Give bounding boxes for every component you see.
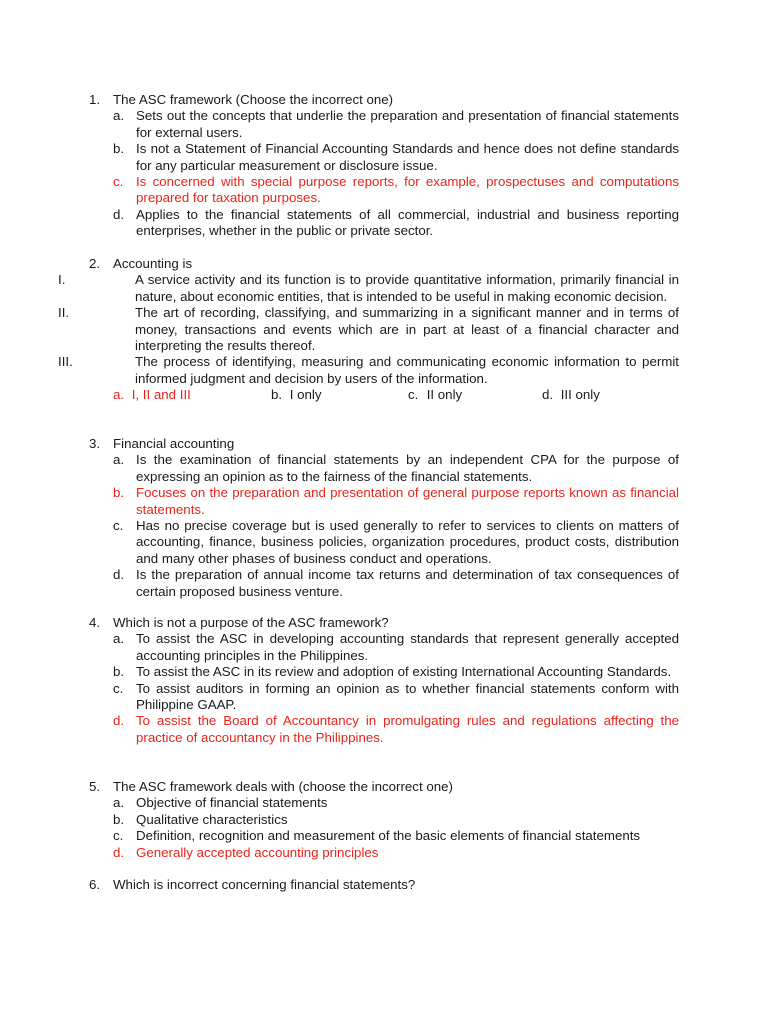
statement-label: II. [58,305,70,321]
option-text: To assist the ASC in developing accounting standards that represent generally accepted accounting principles in the Philippines. [136,631,679,663]
option-b [89,664,679,680]
option-text: Focuses on the preparation and presentation of general purpose reports known as financial statements. [136,485,679,517]
option-text: Has no precise coverage but is used generally to refer to services to clients on matters of accounting, finance, business policies, organization procedures, product costs, distribution and many other phases of business conduct and operations. [136,518,679,566]
option-c-highlighted [89,174,679,207]
option-text: III only [560,387,600,403]
question-number: 5. [89,779,101,794]
question-1 [89,92,679,240]
option-text: Applies to the financial statements of all commercial, industrial and business reporting enterprises, whether in the public or private sector. [136,206,679,239]
question-text: Financial accounting [113,436,235,451]
option-text: To assist the ASC in its review and adoption of existing International Accounting Standards. [136,664,672,680]
option-letter: b. [113,811,125,827]
option-c [89,681,679,714]
option-text: Objective of financial statements [136,795,328,811]
option-a [89,452,679,485]
option-text: Is not a Statement of Financial Accounting Standards and hence does not define standards for any particular measurement or disclosure issue. [136,141,679,173]
option-letter: a. [113,108,125,124]
option-letter: d. [113,713,125,729]
option-text: I, II and III [131,387,191,403]
option-letter: d. [113,206,125,222]
question-text: Which is not a purpose of the ASC framework? [113,615,389,630]
option-text: I only [289,387,322,403]
question-text: Accounting is [113,256,193,271]
statement-i [58,272,679,305]
option-letter: a. [113,795,125,811]
statement-label: III. [58,354,73,370]
option-c [408,387,462,403]
question-text: Which is incorrect concerning financial statements? [113,877,416,892]
statement-iii [58,354,679,387]
option-text: Is concerned with special purpose reports, for example, prospectuses and computations prepared for taxation purposes. [136,174,679,206]
question-stem [89,436,679,452]
option-b [89,141,679,174]
option-letter: d. [542,387,554,403]
question-number: 6. [89,877,101,892]
option-letter: d. [113,567,125,583]
statement-text: The art of recording, classifying, and summarizing in a significant manner and in terms of money, transactions and events which are in part at least of a financial character and interpreting the results thereof. [135,305,679,354]
question-2 [58,256,679,404]
option-letter: a. [113,452,125,468]
option-b [89,812,679,828]
option-letter: b. [113,485,125,501]
question-number: 1. [89,92,101,107]
option-d [542,387,600,403]
statement-ii [58,305,679,354]
option-text: Definition, recognition and measurement of the basic elements of financial statements [136,828,641,844]
question-stem [89,92,679,108]
option-letter: b. [113,141,125,157]
option-text: Generally accepted accounting principles [136,844,379,860]
option-letter: c. [113,828,124,844]
question-3 [89,436,679,600]
option-letter: a. [113,631,125,647]
question-number: 3. [89,436,101,451]
option-letter: a. [113,387,125,403]
option-text: Qualitative characteristics [136,811,288,827]
answer-choices [89,387,679,403]
statement-text: A service activity and its function is to provide quantitative information, primarily financial in nature, about economic entities, that is intended to be useful in making economic decision. [135,272,679,304]
option-text: To assist auditors in forming an opinion as to whether financial statements conform with Philippine GAAP. [136,680,679,713]
option-text: Is the preparation of annual income tax returns and determination of tax consequences of certain proposed business venture. [136,567,679,599]
option-text: Is the examination of financial statements by an independent CPA for the purpose of expressing an opinion as to the fairness of the financial statements. [136,452,679,484]
option-d-highlighted [89,713,679,746]
option-d [89,207,679,240]
question-stem [89,256,679,272]
option-b-highlighted [89,485,679,518]
option-letter: b. [271,387,283,403]
statement-label: I. [58,272,66,288]
question-stem [89,877,679,893]
option-letter: b. [113,664,125,680]
option-a [89,631,679,664]
option-letter: c. [113,680,124,696]
question-text: The ASC framework deals with (choose the incorrect one) [113,779,453,794]
option-a [89,108,679,141]
question-text: The ASC framework (Choose the incorrect one) [113,92,394,107]
question-number: 4. [89,615,101,630]
option-d-highlighted [89,845,679,861]
question-number: 2. [89,256,101,271]
option-b [271,387,322,403]
option-text: II only [426,387,463,403]
option-text: To assist the Board of Accountancy in promulgating rules and regulations affecting the practice of accountancy in the Philippines. [136,713,679,745]
question-6 [89,877,679,893]
question-stem [89,615,679,631]
option-letter: c. [408,387,419,403]
question-4 [89,615,679,746]
option-letter: d. [113,844,125,860]
option-text: Sets out the concepts that underlie the preparation and presentation of financial statements for external users. [136,108,679,140]
option-letter: c. [113,174,124,190]
option-a-highlighted [113,387,191,403]
option-c [89,828,679,844]
option-c [89,518,679,567]
question-5 [89,779,679,861]
option-d [89,567,679,600]
statement-text: The process of identifying, measuring and communicating economic information to permit informed judgment and decision by users of the information. [135,354,679,386]
option-letter: c. [113,518,124,534]
option-a [89,795,679,811]
question-stem [89,779,679,795]
